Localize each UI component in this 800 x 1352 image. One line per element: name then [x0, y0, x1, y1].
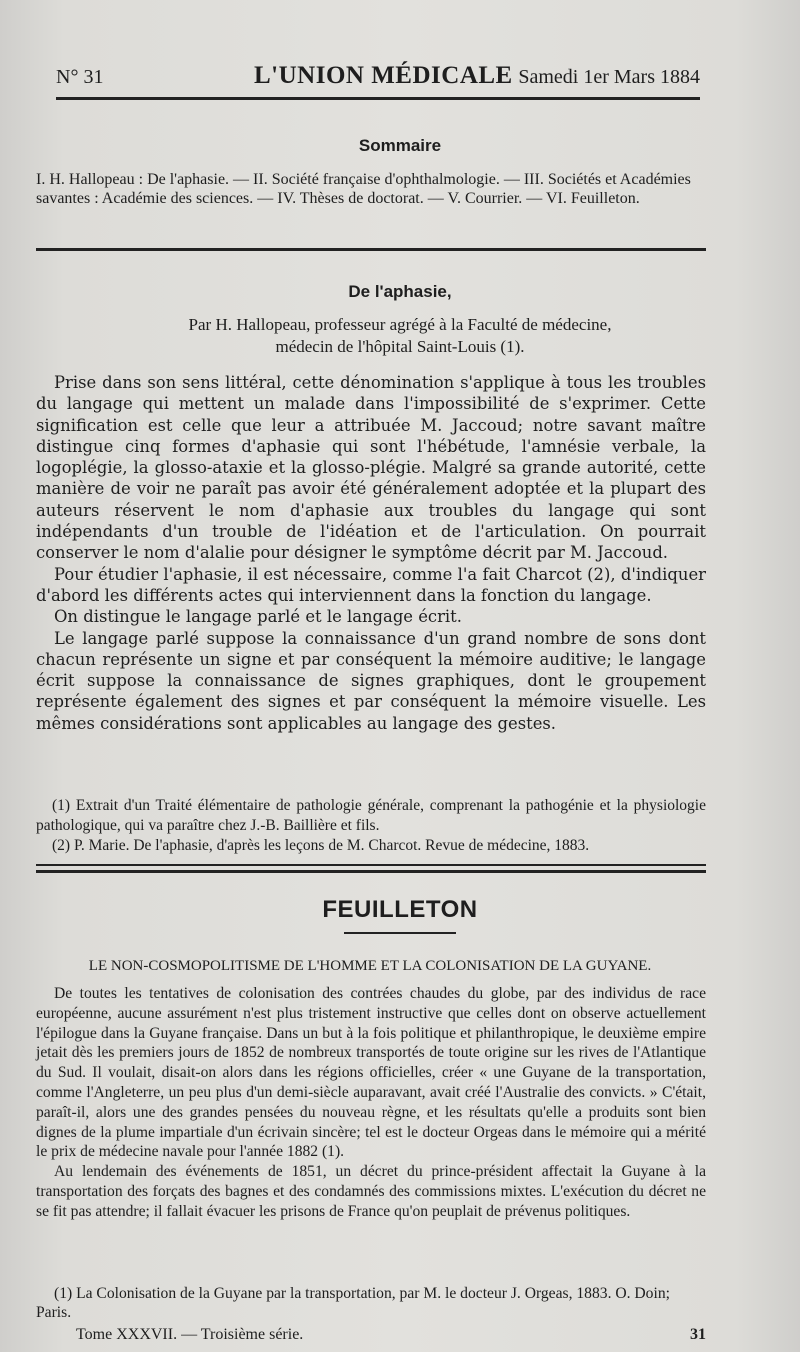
feuilleton-rule-bottom — [36, 870, 706, 873]
article-body — [36, 372, 706, 734]
byline-line-2: médecin de l'hôpital Saint-Louis (1). — [275, 337, 525, 356]
feuilleton-paragraph: Au lendemain des événements de 1851, un décret du prince-président affectait la Guyane à la transportation des forçats des bagnes et des condamnés des commissions mixtes. L'exécution du décret ne se fit pas attendre; il fallait évacuer les prisons de France qu'on peuplait de prévenus politiques. — [36, 1163, 706, 1220]
volume-label: Tome XXXVII. — Troisième série. — [76, 1326, 304, 1343]
header-rule — [56, 97, 700, 100]
article-byline — [120, 314, 680, 358]
issue-number: N° 31 — [56, 66, 104, 88]
article-paragraph: Prise dans son sens littéral, cette dénomination s'applique à tous les troubles du langage qui mettent un malade dans l'impossibilité de s'exprimer. Cette signification est celle que leur a attribuée M. Jaccoud; notre savant maître distingue cinq formes d'aphasie qui sont l'hébétude, l'amnésie verbale, la logoplégie, la glosso-ataxie et la glosso-plégie. Malgré sa grande autorité, cette manière de voir ne paraît pas avoir été généralement adoptée et la plupart des auteurs réservent le nom d'aphasie aux troubles du langage qui sont indépendants d'un trouble de l'idéation et de l'articulation. On pourrait conserver le nom d'alalie pour désigner le symptôme décrit par M. Jaccoud. — [36, 373, 706, 563]
feuilleton-footnote — [36, 1284, 706, 1322]
feuilleton-rule-top — [36, 864, 706, 866]
footnote: (1) La Colonisation de la Guyane par la transportation, par M. le docteur J. Orgeas, 1883. O. Doin; Paris. — [36, 1285, 670, 1321]
feuilleton-subtitle: LE NON-COSMOPOLITISME DE L'HOMME ET LA COLONISATION DE LA GUYANE. — [88, 958, 652, 974]
article-title: De l'aphasie, — [348, 282, 452, 301]
article-paragraph: Le langage parlé suppose la connaissance d'un grand nombre de sons dont chacun représente un signe et par conséquent la mémoire auditive; le langage écrit suppose la connaissance de signes graphiques, dont le groupement représente également des signes et par conséquent la mémoire visuelle. Les mêmes considérations sont applicables au langage des gestes. — [36, 628, 706, 733]
page-number: 31 — [690, 1326, 706, 1343]
feuilleton-title-underline — [344, 932, 456, 934]
feuilleton-body — [36, 984, 706, 1222]
sommaire-heading: Sommaire — [358, 136, 442, 155]
byline-line-1: Par H. Hallopeau, professeur agrégé à la Faculté de médecine, — [188, 315, 612, 334]
footnote: (1) Extrait d'un Traité élémentaire de pathologie générale, comprenant la pathogénie et la physiologie pathologique, qui va paraître chez J.-B. Baillière et fils. — [36, 797, 706, 834]
footnote: (2) P. Marie. De l'aphasie, d'après les leçons de M. Charcot. Revue de médecine, 1883. — [52, 837, 590, 854]
article-paragraph: Pour étudier l'aphasie, il est nécessaire, comme l'a fait Charcot (2), d'indiquer d'abord les différents actes qui interviennent dans la fonction du langage. — [36, 564, 706, 605]
sommaire-text: I. H. Hallopeau : De l'aphasie. — II. Société française d'ophthalmologie. — III. Sociétés et Académies savantes : Académie des sciences. — IV. Thèses de doctorat. — V. Courrier. — VI. Feuilleton. — [36, 171, 691, 207]
article-paragraph: On distingue le langage parlé et le langage écrit. — [54, 607, 462, 627]
page-header — [56, 62, 700, 94]
feuilleton-title: FEUILLETON — [322, 896, 478, 923]
sommaire-rule — [36, 248, 706, 251]
issue-date: Samedi 1er Mars 1884 — [518, 66, 700, 88]
journal-title: L'UNION MÉDICALE — [254, 62, 513, 89]
article-footnotes — [36, 796, 706, 856]
feuilleton-paragraph: De toutes les tentatives de colonisation des contrées chaudes du globe, par des individus de race européenne, aucune assurément n'est plus tristement instructive que celles dont on observe actuellement l'épilogue dans la Guyane française. Dans un but à la fois politique et philanthropique, le deuxième empire jetait dès les premiers jours de 1852 de nombreux transportés de toute origine sur les rives de l'Atlantique du Sud. Il voulait, disait-on alors dans les régions officielles, créer « une Guyane de la transportation, comme l'Angleterre, un peu plus d'un demi-siècle auparavant, avait créé l'Australie des convicts. » C'était, paraît-il, alors une des grandes pensées du nouveau règne, et les résultats qu'elle a produits sont bien dignes de la plume impartiale d'un écrivain sincère; tel est le docteur Orgeas dans le mémoire qui a mérité le prix de médecine navale pour l'année 1882 (1). — [36, 985, 706, 1161]
